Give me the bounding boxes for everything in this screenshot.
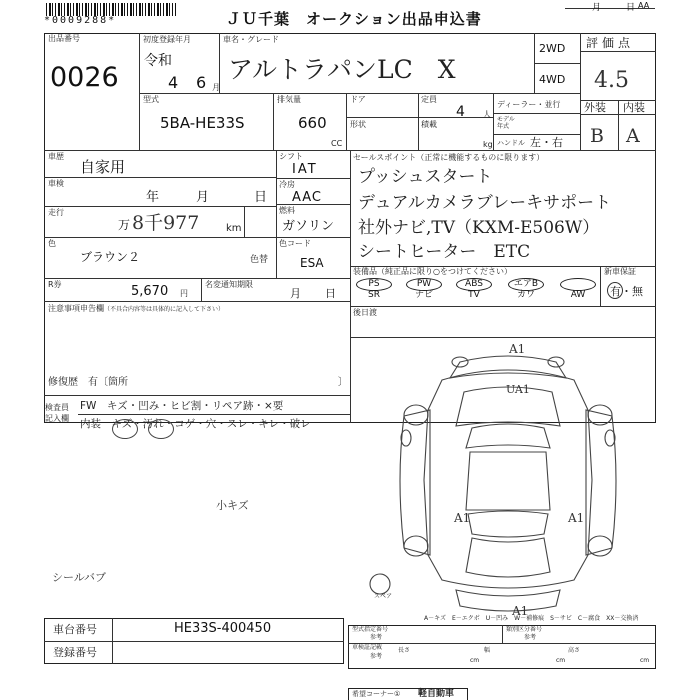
type-number-ref: 参考 bbox=[370, 634, 383, 641]
rating-score: 4.5 bbox=[594, 68, 629, 93]
equipment-airbag-bottom: カワ bbox=[516, 290, 535, 300]
a1-left: A1 bbox=[454, 511, 471, 525]
history-label: 車歴 bbox=[48, 152, 64, 161]
color-code-value: ESA bbox=[300, 256, 324, 270]
car-rear-window bbox=[468, 511, 548, 537]
color-label: 色 bbox=[48, 239, 56, 248]
handle-options: 左・右 bbox=[530, 136, 563, 149]
lot-label: 出品番号 bbox=[48, 34, 80, 43]
color-value: ブラウン２ bbox=[80, 250, 141, 264]
color-code-label: 色コード bbox=[279, 239, 311, 248]
notes-sub: （不具合内容等は具体的に記入して下さい） bbox=[104, 306, 225, 313]
new-warranty-label: 新車保証 bbox=[604, 267, 636, 276]
displacement-value: 660 bbox=[298, 114, 327, 132]
repair-history-end: 〕 bbox=[338, 377, 348, 388]
month-unit: 月 bbox=[212, 83, 220, 92]
scratch-note: 小キズ bbox=[216, 499, 249, 512]
equipment-pw bbox=[406, 278, 442, 301]
type-label: 型式 bbox=[143, 95, 159, 104]
chassis-label: 車台番号 bbox=[53, 623, 97, 636]
category-number-label: 類別区分番号 bbox=[506, 626, 543, 633]
inspector-row-2: 内装 キズ・汚れ・コゲ・穴・スレ・キレ・破レ bbox=[80, 418, 311, 430]
selling-point-3: 社外ナビ,TV（KXM-E506W） bbox=[358, 218, 600, 238]
equipment-note: （純正品に限り○をつけてください） bbox=[377, 267, 512, 276]
car-roof bbox=[466, 452, 550, 510]
selling-points-label bbox=[353, 154, 544, 162]
equipment-ps-top: PS bbox=[356, 278, 392, 291]
exterior-label: 外装 bbox=[584, 101, 606, 114]
notes-label bbox=[48, 305, 224, 313]
width-unit: cm bbox=[556, 657, 566, 664]
width-label: 幅 bbox=[484, 647, 491, 654]
car-rear-bumper bbox=[456, 590, 560, 611]
dealer-label: ディーラー・並行 bbox=[497, 100, 561, 109]
height-unit: cm bbox=[640, 657, 650, 664]
name-change-month: 月 bbox=[290, 287, 301, 300]
equipment-label bbox=[353, 268, 512, 276]
name-change-label: 名変通知期限 bbox=[205, 280, 253, 289]
equipment-aw bbox=[560, 278, 596, 301]
displacement-label: 排気量 bbox=[277, 95, 301, 104]
registration-label: 初度登録年月 bbox=[143, 35, 191, 44]
height-label: 高さ bbox=[568, 647, 581, 654]
shift-label: シフト bbox=[279, 152, 303, 161]
wheel-rear-left bbox=[404, 536, 428, 556]
exterior-grade: B bbox=[590, 125, 604, 147]
interior-grade: A bbox=[626, 125, 640, 147]
inspector-label-2: 記入欄 bbox=[45, 414, 69, 423]
type-number-label: 型式指定番号 bbox=[352, 626, 389, 633]
car-left-side bbox=[400, 410, 430, 555]
recycle-label: R券 bbox=[48, 280, 62, 289]
recycle-unit: 円 bbox=[180, 289, 188, 298]
fuel-value: ガソリン bbox=[282, 219, 335, 234]
selling-point-4: シートヒーター ETC bbox=[358, 242, 531, 262]
ac-label: 冷房 bbox=[279, 180, 295, 189]
wd4-option: 4WD bbox=[539, 73, 566, 86]
equipment-pw-bottom: ナビ bbox=[414, 290, 433, 300]
chassis-value: HE33S-400450 bbox=[174, 621, 272, 636]
scratch-circle bbox=[112, 419, 138, 439]
cert-ref: 参考 bbox=[370, 653, 383, 660]
fuel-label: 燃料 bbox=[279, 206, 295, 215]
equipment-abs bbox=[456, 278, 492, 301]
load-label: 積載 bbox=[421, 120, 437, 129]
rear-seat-label: 後日渡 bbox=[353, 308, 377, 317]
shift-value: IAT bbox=[292, 162, 318, 177]
capacity-unit: 人 bbox=[483, 110, 491, 119]
wd2-option: 2WD bbox=[539, 42, 566, 55]
mirror-right bbox=[605, 430, 615, 446]
inspector-label-1: 検査員 bbox=[45, 403, 69, 412]
equipment-aw-bottom: AW bbox=[570, 290, 586, 300]
inspection-day: 日 bbox=[254, 190, 268, 205]
ac-value: AAC bbox=[292, 190, 322, 205]
inspection-month: 月 bbox=[196, 190, 210, 205]
equipment-abs-top: ABS bbox=[456, 278, 492, 291]
inspection-year: 年 bbox=[146, 190, 160, 205]
history-value: 自家用 bbox=[80, 158, 126, 176]
a1-right: A1 bbox=[568, 511, 585, 525]
registration-year: 4 bbox=[168, 73, 179, 92]
spare-label: スペア bbox=[374, 593, 393, 600]
car-right-side bbox=[586, 410, 616, 555]
capacity-label: 定員 bbox=[421, 95, 437, 104]
displacement-unit: CC bbox=[331, 139, 343, 148]
color-change-label: 色替 bbox=[250, 255, 269, 265]
inspection-label: 車検 bbox=[48, 179, 64, 188]
a1-rear: A1 bbox=[512, 604, 529, 618]
repair-history: 修復歴 有〔箇所 bbox=[48, 377, 128, 388]
registration-era: 令和 bbox=[144, 53, 172, 69]
lot-number: 0026 bbox=[50, 62, 119, 93]
equipment-pw-top: PW bbox=[406, 278, 442, 291]
selling-points-note: （正常に機能するものに限ります） bbox=[416, 153, 545, 162]
interior-label: 内装 bbox=[623, 101, 645, 114]
equipment-ps-bottom: SR bbox=[368, 290, 380, 300]
mileage-value: 8千977 bbox=[132, 212, 200, 234]
model-name: アルトラパンLC X bbox=[228, 55, 456, 84]
doors-label: ドア bbox=[350, 95, 366, 104]
mileage-prefix: 万 bbox=[118, 218, 131, 232]
equipment-title: 装備品 bbox=[353, 267, 377, 276]
category-number-ref: 参考 bbox=[524, 634, 537, 641]
length-label: 長さ bbox=[398, 647, 411, 654]
date-month: 月 bbox=[592, 3, 602, 13]
selling-point-1: プッシュスタート bbox=[358, 167, 493, 187]
rating-label: 評価点 bbox=[586, 36, 635, 50]
form-title: ＪＵ千葉 オークション出品申込書 bbox=[226, 10, 482, 28]
equipment-airbag-top: エアB bbox=[508, 278, 544, 291]
damage-legend: A－キズ E－エクボ U－凹み W－補修痕 S－サビ C－腐食 XX－交換済 bbox=[424, 615, 639, 622]
length-unit: cm bbox=[470, 657, 480, 664]
corner-label: 希望コーナー① bbox=[352, 690, 401, 698]
load-unit: kg bbox=[483, 140, 493, 149]
car-trunk bbox=[466, 538, 550, 577]
spare-tire bbox=[370, 574, 390, 594]
model-year-label: モデル年式 bbox=[497, 116, 515, 130]
date-suffix: AA bbox=[638, 1, 650, 10]
seal-note: シールバブ bbox=[52, 571, 107, 584]
registration-month: 6 bbox=[196, 73, 207, 92]
mileage-label: 走行 bbox=[48, 208, 64, 217]
serial-number: *0009288* bbox=[44, 15, 117, 26]
new-warranty-value: 有・無 bbox=[610, 285, 643, 298]
warranty-circle bbox=[607, 282, 623, 299]
wheel-rear-right bbox=[588, 536, 612, 556]
plate-label: 登録番号 bbox=[53, 646, 97, 659]
car-windshield bbox=[466, 424, 550, 448]
date-day: 日 bbox=[626, 3, 636, 13]
equipment-abs-bottom: TV bbox=[468, 290, 480, 300]
equipment-airbag bbox=[508, 278, 544, 301]
equipment-ps bbox=[356, 278, 392, 301]
mileage-unit: km bbox=[226, 223, 242, 234]
inspector-row-1: FW キズ・凹み・ヒビ割・リペア跡・×要 bbox=[80, 400, 284, 412]
dirt-circle bbox=[148, 419, 174, 439]
mirror-left bbox=[401, 430, 411, 446]
recycle-value: 5,670 bbox=[131, 284, 169, 299]
car-body-outline bbox=[424, 370, 592, 588]
corner-value: 軽自動車 bbox=[418, 689, 455, 699]
handle-label: ハンドル bbox=[497, 139, 525, 147]
shape-label: 形状 bbox=[350, 120, 366, 129]
selling-points-title: セールスポイント bbox=[353, 153, 417, 162]
notes-title: 注意事項申告欄 bbox=[48, 304, 104, 313]
car-damage-diagram bbox=[360, 340, 656, 620]
cert-label: 車検証記載 bbox=[352, 644, 383, 651]
ua1-hood: UA1 bbox=[506, 383, 530, 396]
a1-front: A1 bbox=[509, 342, 526, 356]
selling-point-2: デュアルカメラブレーキサポート bbox=[358, 193, 612, 213]
type-value: 5BA-HE33S bbox=[160, 114, 245, 132]
name-change-day: 日 bbox=[325, 287, 336, 300]
capacity-value: 4 bbox=[456, 104, 465, 120]
model-label: 車名・グレード bbox=[223, 35, 279, 44]
